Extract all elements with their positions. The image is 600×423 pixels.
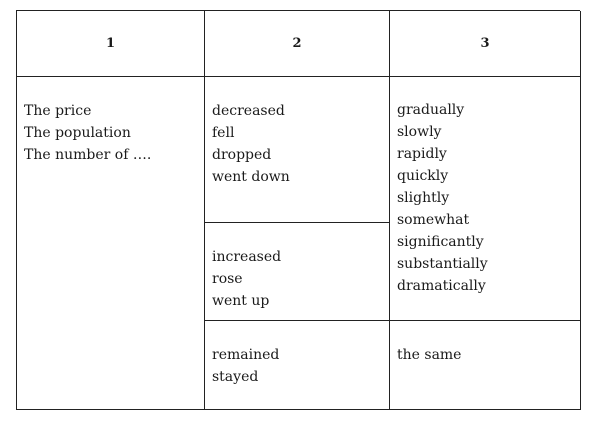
adverb-item: slowly: [397, 124, 442, 140]
header-cell-3: [390, 11, 581, 77]
verb-item: remained: [212, 347, 280, 363]
adverb-item: substantially: [397, 256, 488, 272]
header-label-2: 2: [292, 35, 302, 51]
subject-cell: [17, 77, 205, 410]
verb-item: went up: [212, 293, 270, 309]
vocabulary-table: [16, 10, 580, 410]
verb-item: dropped: [212, 147, 272, 163]
verb-cell-increase: [205, 223, 390, 321]
same-item: the same: [397, 347, 462, 363]
header-label-3: 3: [480, 35, 490, 51]
adverb-item: rapidly: [397, 146, 447, 162]
verb-item: went down: [212, 169, 290, 185]
verb-item: fell: [212, 125, 235, 141]
verb-item: rose: [212, 271, 243, 287]
header-cell-1: [17, 11, 205, 77]
verb-item: increased: [212, 249, 282, 265]
adverb-item: somewhat: [397, 212, 470, 228]
adverb-cell: [390, 77, 581, 321]
adverb-item: gradually: [397, 102, 465, 118]
verb-item: decreased: [212, 103, 285, 119]
adverb-item: dramatically: [397, 278, 486, 294]
same-cell: [390, 321, 581, 410]
subject-item: The number of ….: [24, 147, 152, 163]
verb-cell-decrease: [205, 77, 390, 223]
adverb-item: slightly: [397, 190, 450, 206]
adverb-item: significantly: [397, 234, 484, 250]
verb-cell-remain: [205, 321, 390, 410]
subject-item: The price: [24, 103, 92, 119]
subject-item: The population: [24, 125, 131, 141]
header-cell-2: [205, 11, 390, 77]
header-label-1: 1: [105, 35, 116, 51]
verb-item: stayed: [212, 369, 259, 385]
adverb-item: quickly: [397, 168, 449, 184]
